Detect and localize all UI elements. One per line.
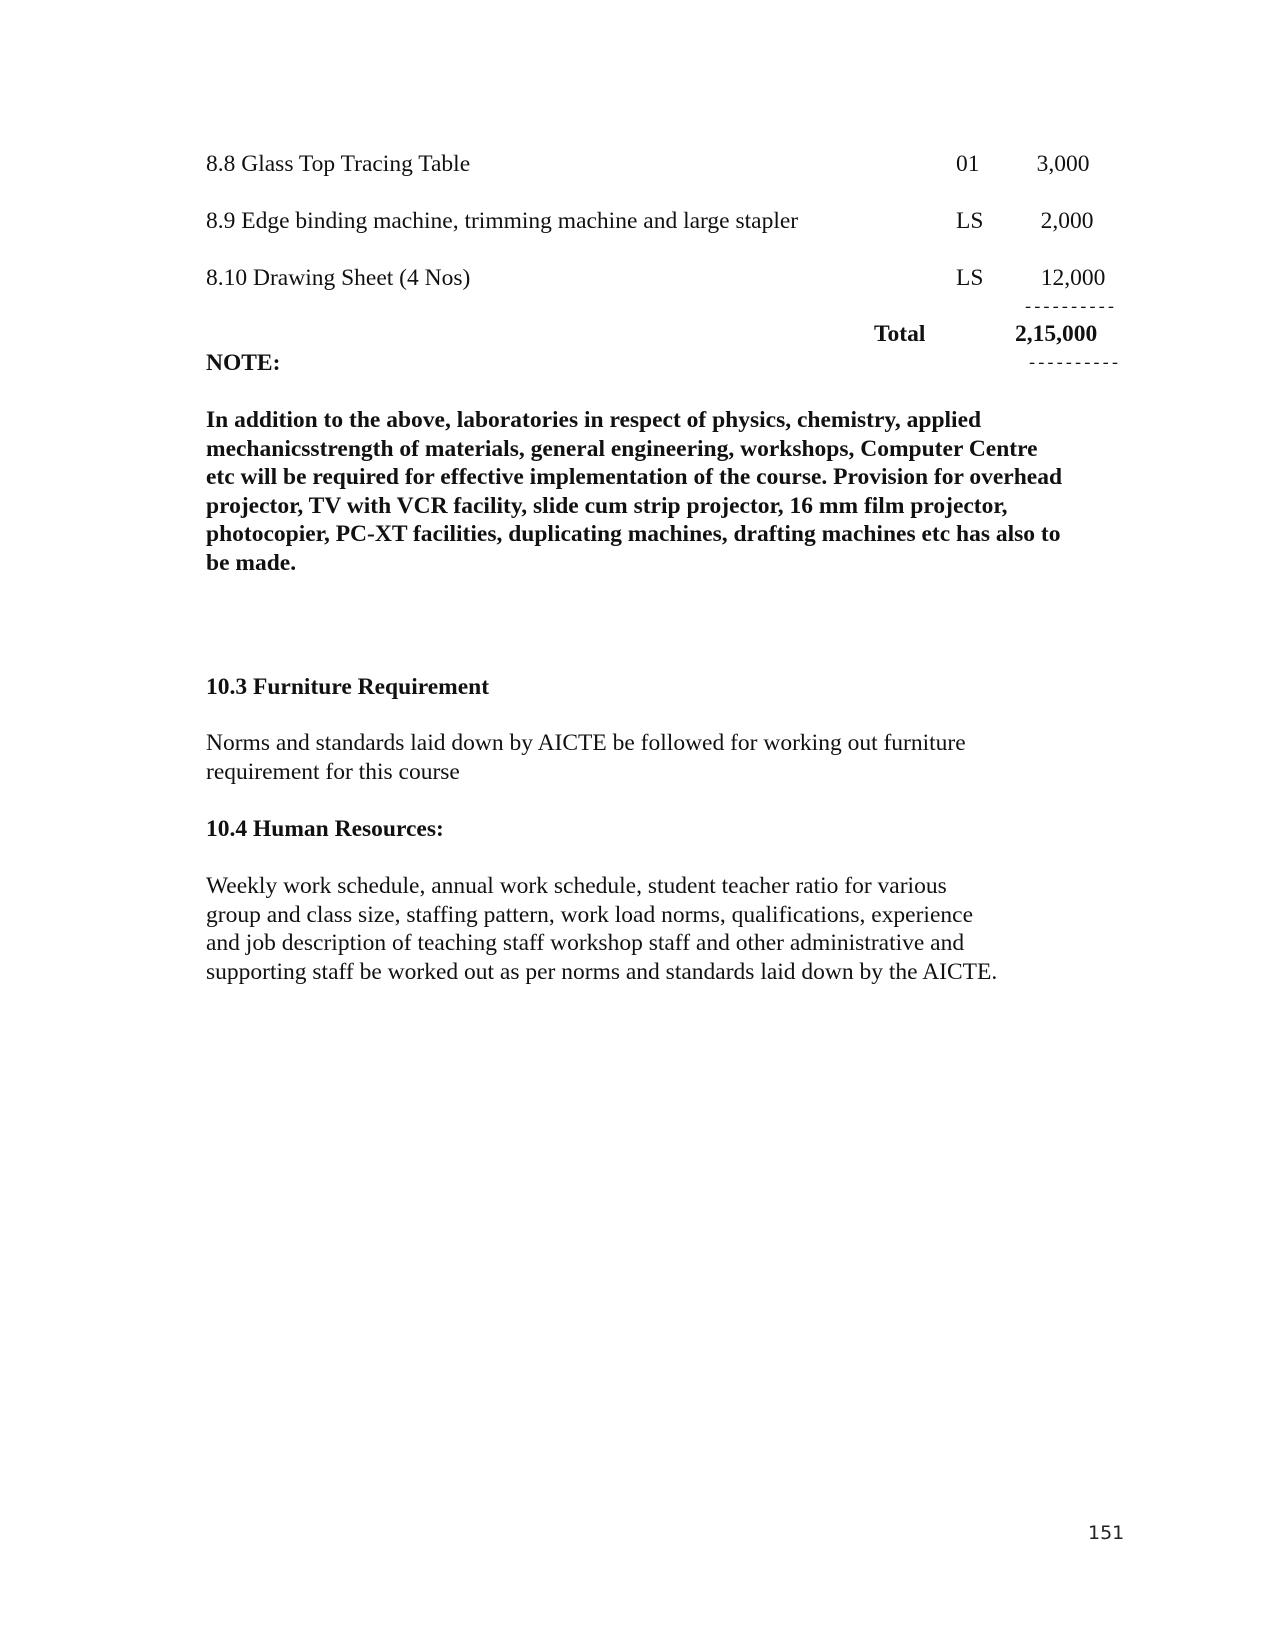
note-line: In addition to the above, laboratories in respect of physics, chemistry, applied — [206, 407, 982, 433]
furniture-heading: 10.3 Furniture Requirement — [206, 674, 490, 700]
furniture-paragraph — [206, 729, 1126, 786]
item-quantity: 01 — [956, 151, 980, 177]
page-number: 151 — [1088, 1522, 1125, 1544]
furniture-line: Norms and standards laid down by AICTE be followed for working out furniture — [206, 730, 966, 756]
total-label: Total — [874, 321, 926, 347]
item-cost: 12,000 — [1040, 265, 1106, 291]
note-line: projector, TV with VCR facility, slide cum strip projector, 16 mm film projector, — [206, 492, 1008, 519]
item-description: 8.8 Glass Top Tracing Table — [206, 151, 471, 177]
item-quantity: LS — [956, 265, 984, 291]
total-separator-top: ---------- — [1023, 299, 1116, 318]
furniture-line: requirement for this course — [206, 758, 460, 785]
total-value: 2,15,000 — [1015, 321, 1098, 347]
item-cost: 2,000 — [1040, 208, 1094, 234]
note-line: photocopier, PC-XT facilities, duplicating machines, drafting machines etc has also to — [206, 521, 1061, 547]
item-cost: 3,000 — [1036, 151, 1090, 177]
human-resources-paragraph — [206, 872, 1126, 986]
human-resources-heading: 10.4 Human Resources: — [206, 816, 444, 842]
human-resources-line: Weekly work schedule, annual work schedule, student teacher ratio for various — [206, 873, 947, 899]
note-paragraph — [206, 406, 1126, 577]
note-line: etc will be required for effective implementation of the course. Provision for overhead — [206, 464, 1063, 490]
total-separator-bottom: ---------- — [1027, 355, 1120, 374]
note-line: be made. — [206, 549, 297, 576]
human-resources-line: and job description of teaching staff workshop staff and other administrative and — [206, 930, 965, 956]
note-heading: NOTE: — [206, 350, 281, 376]
human-resources-line: supporting staff be worked out as per norms and standards laid down by the AICTE. — [206, 958, 998, 985]
note-line: mechanicsstrength of materials, general engineering, workshops, Computer Centre — [206, 435, 1038, 462]
human-resources-line: group and class size, staffing pattern, work load norms, qualifications, experience — [206, 901, 973, 928]
item-description: 8.9 Edge binding machine, trimming machine and large stapler — [206, 208, 799, 234]
item-description: 8.10 Drawing Sheet (4 Nos) — [206, 265, 471, 291]
item-quantity: LS — [956, 208, 984, 234]
